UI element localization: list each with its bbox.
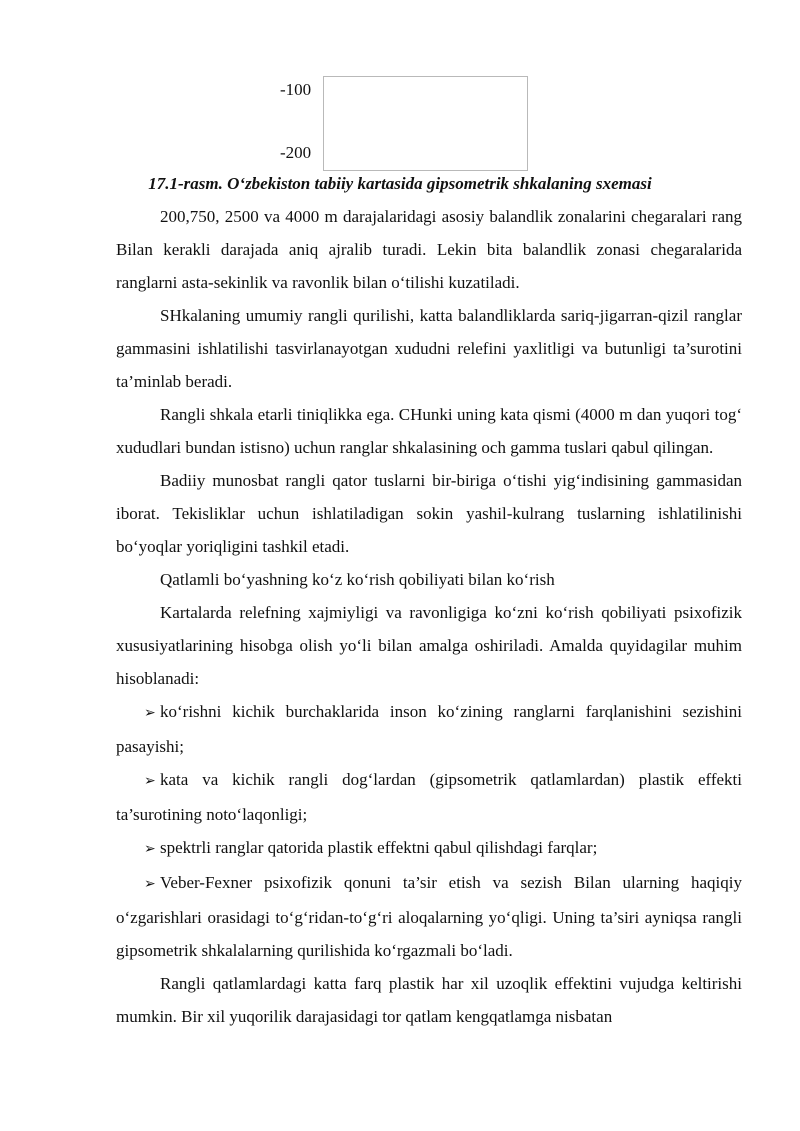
- paragraph: Qatlamli bo‘yashning ko‘z ko‘rish qobiliyati bilan ko‘rish: [160, 570, 555, 589]
- paragraph: SHkalaning umumiy rangli qurilishi, katta balandliklarda sariq-jigarran-qizil ranglar gammasini ishlatilishi tasvirlanayotgan xududni relefini yaxlitligi va butunligi ta’surotini ta’minlab beradi.: [116, 306, 742, 391]
- arrow-bullet-icon: ➢: [144, 842, 156, 857]
- arrow-bullet-icon: ➢: [144, 706, 156, 721]
- paragraph: Badiiy munosbat rangli qator tuslarni bir-biriga o‘tishi yig‘indisining gammasidan iborat. Tekisliklar uchun ishlatiladigan sokin yashil-kulrang tuslarning ishlatilinishi bo‘yoqlar yoriqligini tashkil etadi.: [116, 471, 742, 556]
- body-text: [116, 200, 742, 1033]
- bullet-text: ko‘rishni kichik burchaklarida inson ko‘zining ranglarni farqlanishini sezishini pasayishi;: [116, 702, 742, 756]
- bullet-text: kata va kichik rangli dog‘lardan (gipsometrik qatlamlardan) plastik effekti ta’surotining noto‘laqonligi;: [116, 770, 742, 824]
- bullet-item: [116, 763, 742, 831]
- bullet-text: Veber-Fexner psixofizik qonuni ta’sir etish va sezish Bilan ularning haqiqiy o‘zgarishlari orasidagi to‘g‘ridan-to‘g‘ri aloqalarning yo‘qligi. Uning ta’siri ayniqsa rangli gipsometrik shkalalarning qurilishida ko‘rgazmali bo‘ladi.: [116, 873, 742, 960]
- paragraph: Rangli shkala etarli tiniqlikka ega. CHunki uning kata qismi (4000 m dan yuqori tog‘ xududlari bundan istisno) uchun ranglar shkalasining och gamma tuslari qabul qilingan.: [116, 405, 742, 457]
- bullet-item: [116, 831, 742, 866]
- scale-legend-box: [323, 76, 528, 171]
- paragraph: 200,750, 2500 va 4000 m darajalaridagi asosiy balandlik zonalarini chegaralari rang Bilan kerakli darajada aniq ajralib turadi. Lekin bita balandlik zonasi chegaralarida ranglarni asta-sekinlik va ravonlik bilan o‘tilishi kuzatiladi.: [116, 207, 742, 292]
- bullet-item: [116, 695, 742, 763]
- arrow-bullet-icon: ➢: [144, 877, 156, 892]
- figure-caption: 17.1-rasm. O‘zbekiston tabiiy kartasida gipsometrik shkalaning sxemasi: [148, 174, 652, 193]
- scale-label-minus-200: -200: [280, 143, 312, 162]
- arrow-bullet-icon: ➢: [144, 774, 156, 789]
- bullet-text: spektrli ranglar qatorida plastik effektni qabul qilishdagi farqlar;: [160, 838, 598, 857]
- paragraph: Kartalarda relefning xajmiyligi va ravonligiga ko‘zni ko‘rish qobiliyati psixofizik xususiyatlarining hisobga olish yo‘li bilan amalga oshiriladi. Amalda quyidagilar muhim hisoblanadi:: [116, 603, 742, 688]
- paragraph: Rangli qatlamlardagi katta farq plastik har xil uzoqlik effektini vujudga keltirishi mumkin. Bir xil yuqorilik darajasidagi tor qatlam kengqatlamga nisbatan: [116, 974, 742, 1026]
- bullet-item: [116, 866, 742, 967]
- scale-label-minus-100: -100: [280, 80, 312, 99]
